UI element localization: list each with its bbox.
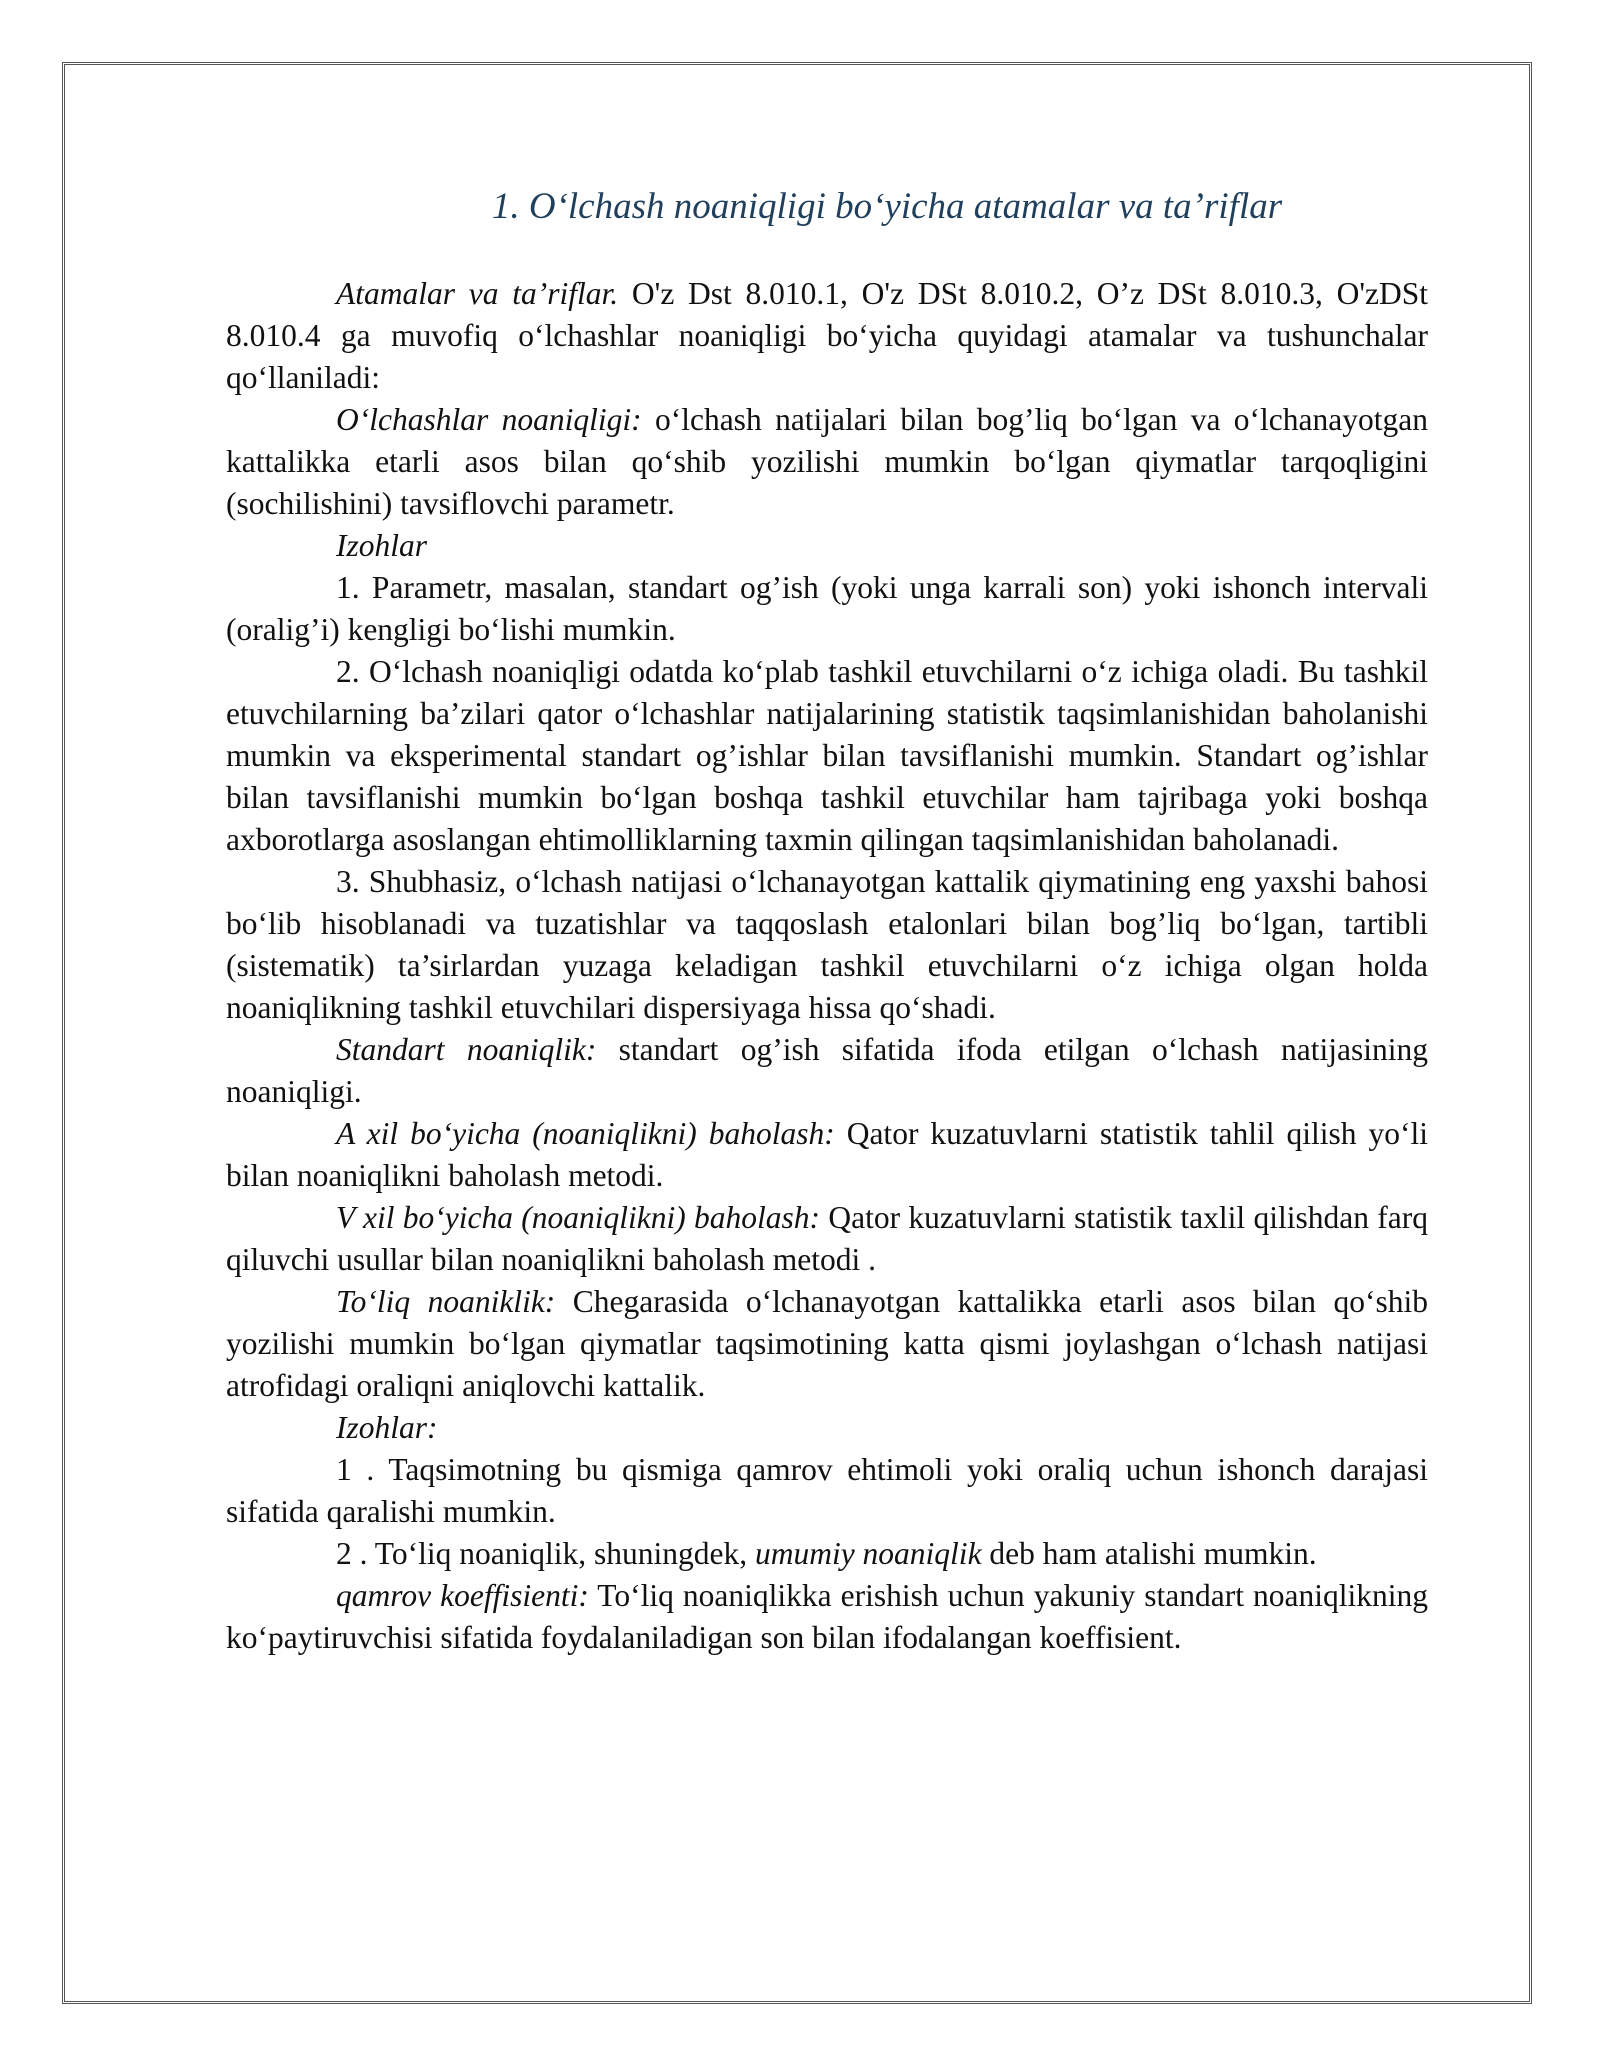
notes-heading [226,525,1428,567]
term: O‘lchashlar noaniqligi: [336,402,642,438]
paragraph-type-b-evaluation [226,1197,1428,1281]
paragraph-text: O'z Dst 8.010.1, O'z DSt 8.010.2, O’z DSt 8.010.3, O'zDSt 8.010.4 ga muvofiq o‘lchashlar noaniqligi bo‘yicha quyidagi atamalar va tushunchalar qo‘llaniladi: [226,276,1429,396]
term: A xil bo‘yicha (noaniqlikni) baholash: [336,1116,835,1152]
note-2 [226,651,1428,861]
paragraph-text: 2. O‘lchash noaniqligi odatda ko‘plab tashkil etuvchilarni o‘z ichiga oladi. Bu tashkil etuvchilarning ba’zilari qator o‘lchashlar natijalarining statistik taqsimlanishidan baholanishi mumkin va eksperimental standart og’ishlar bilan tavsiflanishi mumkin. Standart og’ishlar bilan tavsiflanishi mumkin bo‘lgan boshqa tashkil etuvchilar ham tajribaga yoki boshqa axborotlarga asoslangan ehtimolliklarning taxmin qilingan taqsimlanishidan baholanadi. [226,654,1428,858]
paragraph-text: 3. Shubhasiz, o‘lchash natijasi o‘lchanayotgan kattalik qiymatining eng yaxshi bahosi bo‘lib hisoblanadi va tuzatishlar va taqqoslash etalonlari bilan bog’liq bo‘lgan, tartibli (sistematik) ta’sirlardan yuzaga keladigan tashkil etuvchilarni o‘z ichiga olgan holda noaniqlikning tashkil etuvchilari dispersiyaga hissa qo‘shadi. [226,864,1428,1026]
note-2-2 [226,1533,1428,1575]
notes-heading-2 [226,1407,1428,1449]
term: Izohlar [336,528,428,564]
emphasis: umumiy noaniqlik [754,1536,982,1572]
paragraph-text: Qator kuzatuvlarni statistik taxlil qilishdan farq qiluvchi usullar bilan noaniqlikni baholash metodi . [226,1200,1428,1278]
term: Standart noaniqlik: [336,1032,597,1068]
paragraph-text-tail: deb ham atalishi mumkin. [981,1536,1317,1572]
paragraph-text: 1. Parametr, masalan, standart og’ish (yoki unga karrali son) yoki ishonch intervali (oralig’i) kengligi bo‘lishi mumkin. [226,570,1428,648]
term: To‘liq noaniklik: [336,1284,556,1320]
paragraph-coverage-factor [226,1575,1428,1659]
paragraph-text: Chegarasida o‘lchanayotgan kattalikka etarli asos bilan qo‘shib yozilishi mumkin bo‘lgan qiymatlar taqsimotining katta qismi joylashgan o‘lchash natijasi atrofidagi oraliqni aniqlovchi kattalik. [226,1284,1429,1404]
paragraph-definitions-intro [226,273,1428,399]
paragraph-measurement-uncertainty [226,399,1428,525]
paragraph-text: 2 . To‘liq noaniqlik, shuningdek, [336,1536,755,1572]
paragraph-text: To‘liq noaniqlikka erishish uchun yakuniy standart noaniqlikning ko‘paytiruvchisi sifatida foydalaniladigan son bilan ifodalangan koeffisient. [226,1578,1428,1656]
note-1 [226,567,1428,651]
paragraph-text: 1 . Taqsimotning bu qismiga qamrov ehtimoli yoki oraliq uchun ishonch darajasi sifatida qaralishi mumkin. [226,1452,1428,1530]
paragraph-type-a-evaluation [226,1113,1428,1197]
term: Atamalar va ta’riflar. [336,276,619,312]
term: Izohlar: [336,1410,438,1446]
paragraph-text: standart og’ish sifatida ifoda etilgan o‘lchash natijasining noaniqligi. [226,1032,1428,1110]
note-2-1 [226,1449,1428,1533]
document-body [226,185,1428,1659]
note-3 [226,861,1428,1029]
term: qamrov koeffisienti: [336,1578,589,1614]
paragraph-text: Qator kuzatuvlarni statistik tahlil qilish yo‘li bilan noaniqlikni baholash metodi. [226,1116,1428,1194]
paragraph-expanded-uncertainty [226,1281,1428,1407]
section-title: 1. O‘lchash noaniqligi bo‘yicha atamalar va ta’riflar [491,186,1283,227]
paragraph-text: o‘lchash natijalari bilan bog’liq bo‘lgan va o‘lchanayotgan kattalikka etarli asos bilan qo‘shib yozilishi mumkin bo‘lgan qiymatlar tarqoqligini (sochilishini) tavsiflovchi parametr. [226,402,1428,522]
paragraph-standard-uncertainty [226,1029,1428,1113]
term: V xil bo‘yicha (noaniqlikni) baholash: [336,1200,821,1236]
